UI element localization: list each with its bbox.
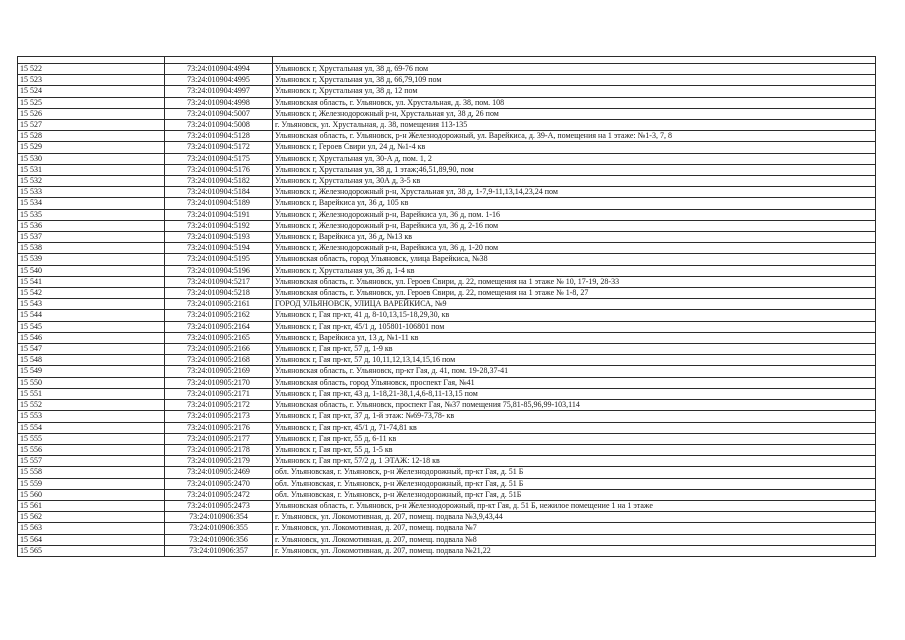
- table-row: [18, 422, 876, 433]
- record-number-cell: 15 557: [18, 456, 165, 467]
- cadastral-number-cell: 73:24:010904:5218: [165, 288, 273, 299]
- table-row: [18, 254, 876, 265]
- address-cell: Ульяновск г, Железнодорожный р-н, Варейкиса ул, 36 д, пом. 1-16: [273, 209, 876, 220]
- cadastral-number-cell: [165, 57, 273, 64]
- address-cell: обл. Ульяновская, г. Ульяновск, р-н Железнодорожный, пр-кт Гая, д. 51 Б: [273, 467, 876, 478]
- record-number-cell: 15 535: [18, 209, 165, 220]
- address-cell: Ульяновск г, Хрустальная ул, 38 д, 12 пом: [273, 86, 876, 97]
- record-number-cell: 15 541: [18, 276, 165, 287]
- records-table: [17, 56, 876, 557]
- record-number-cell: 15 559: [18, 478, 165, 489]
- cadastral-number-cell: 73:24:010904:5172: [165, 142, 273, 153]
- address-cell: Ульяновск г, Гая пр-кт, 57 д, 10,11,12,13,14,15,16 пом: [273, 355, 876, 366]
- address-cell: Ульяновск г, Гая пр-кт, 41 д, 8-10,13,15-18,29,30, кв: [273, 310, 876, 321]
- record-number-cell: 15 522: [18, 64, 165, 75]
- address-cell: Ульяновская область, г. Ульяновск, ул. Героев Свири, д. 22, помещения на 1 этаже № 1-8, 27: [273, 288, 876, 299]
- address-cell: г. Ульяновск, ул. Локомотивная, д. 207, помещ. подвала №8: [273, 534, 876, 545]
- record-number-cell: 15 523: [18, 75, 165, 86]
- record-number-cell: 15 526: [18, 108, 165, 119]
- table-row: [18, 478, 876, 489]
- cadastral-number-cell: 73:24:010904:5184: [165, 187, 273, 198]
- record-number-cell: 15 540: [18, 265, 165, 276]
- cadastral-number-cell: 73:24:010904:4995: [165, 75, 273, 86]
- address-cell: Ульяновск г, Хрустальная ул, 30-А д, пом. 1, 2: [273, 153, 876, 164]
- record-number-cell: 15 534: [18, 198, 165, 209]
- cadastral-number-cell: 73:24:010905:2178: [165, 444, 273, 455]
- cadastral-number-cell: 73:24:010905:2472: [165, 489, 273, 500]
- table-row: [18, 377, 876, 388]
- table-row: [18, 489, 876, 500]
- cadastral-number-cell: 73:24:010905:2165: [165, 332, 273, 343]
- record-number-cell: 15 530: [18, 153, 165, 164]
- address-cell: Ульяновск г, Железнодорожный р-н, Хрустальная ул, 38 д, 1-7,9-11,13,14,23,24 пом: [273, 187, 876, 198]
- record-number-cell: 15 528: [18, 131, 165, 142]
- address-cell: Ульяновск г, Хрустальная ул, 30А д, 3-5 кв: [273, 176, 876, 187]
- record-number-cell: 15 538: [18, 243, 165, 254]
- record-number-cell: 15 553: [18, 411, 165, 422]
- record-number-cell: 15 558: [18, 467, 165, 478]
- record-number-cell: 15 564: [18, 534, 165, 545]
- address-cell: Ульяновск г, Хрустальная ул, 38 д, 69-76 пом: [273, 64, 876, 75]
- table-row: [18, 276, 876, 287]
- address-cell: г. Ульяновск, ул. Локомотивная, д. 207, помещ. подвала №21,22: [273, 545, 876, 556]
- table-row: [18, 411, 876, 422]
- record-number-cell: 15 556: [18, 444, 165, 455]
- cadastral-number-cell: 73:24:010906:355: [165, 523, 273, 534]
- record-number-cell: 15 539: [18, 254, 165, 265]
- address-cell: Ульяновская область, город Ульяновск, проспект Гая, №41: [273, 377, 876, 388]
- cadastral-number-cell: 73:24:010905:2166: [165, 344, 273, 355]
- cadastral-number-cell: 73:24:010904:5195: [165, 254, 273, 265]
- cadastral-number-cell: 73:24:010905:2470: [165, 478, 273, 489]
- table-row: [18, 512, 876, 523]
- cadastral-number-cell: 73:24:010904:5194: [165, 243, 273, 254]
- cadastral-number-cell: 73:24:010904:5175: [165, 153, 273, 164]
- record-number-cell: 15 548: [18, 355, 165, 366]
- address-cell: Ульяновск г, Варейкиса ул, 13 д, №1-11 кв: [273, 332, 876, 343]
- table-row: [18, 232, 876, 243]
- table-row: [18, 57, 876, 64]
- address-cell: обл. Ульяновская, г. Ульяновск, р-н Железнодорожный, пр-кт Гая, д. 51Б: [273, 489, 876, 500]
- table-row: [18, 209, 876, 220]
- record-number-cell: 15 531: [18, 164, 165, 175]
- address-cell: Ульяновск г, Хрустальная ул, 38 д, 1 этаж;46,51,89,90, пом: [273, 164, 876, 175]
- cadastral-number-cell: 73:24:010904:5189: [165, 198, 273, 209]
- cadastral-number-cell: 73:24:010905:2169: [165, 366, 273, 377]
- address-cell: Ульяновск г, Гая пр-кт, 55 д, 6-11 кв: [273, 433, 876, 444]
- table-row: [18, 321, 876, 332]
- table-row: [18, 176, 876, 187]
- address-cell: г. Ульяновск, ул. Локомотивная, д. 207, помещ. подвала №7: [273, 523, 876, 534]
- table-row: [18, 310, 876, 321]
- table-row: [18, 467, 876, 478]
- cadastral-number-cell: 73:24:010904:5191: [165, 209, 273, 220]
- record-number-cell: 15 549: [18, 366, 165, 377]
- cadastral-number-cell: 73:24:010905:2170: [165, 377, 273, 388]
- table-row: [18, 75, 876, 86]
- cadastral-number-cell: 73:24:010905:2469: [165, 467, 273, 478]
- table-row: [18, 131, 876, 142]
- address-cell: г. Ульяновск, ул. Хрустальная, д. 38, помещения 113-135: [273, 120, 876, 131]
- cadastral-number-cell: 73:24:010905:2173: [165, 411, 273, 422]
- record-number-cell: 15 563: [18, 523, 165, 534]
- table-row: [18, 120, 876, 131]
- cadastral-number-cell: 73:24:010905:2473: [165, 500, 273, 511]
- cadastral-number-cell: 73:24:010904:5128: [165, 131, 273, 142]
- table-row: [18, 142, 876, 153]
- cadastral-number-cell: 73:24:010904:5217: [165, 276, 273, 287]
- address-cell: Ульяновская область, г. Ульяновск, р-н Железнодорожный, ул. Варейкиса, д. 39-А, помещения на 1 этаже: №1-3, 7, 8: [273, 131, 876, 142]
- address-cell: Ульяновск г, Гая пр-кт, 57/2 д, 1 ЭТАЖ: 12-18 кв: [273, 456, 876, 467]
- record-number-cell: 15 546: [18, 332, 165, 343]
- cadastral-number-cell: 73:24:010905:2161: [165, 299, 273, 310]
- record-number-cell: 15 552: [18, 400, 165, 411]
- table-row: [18, 299, 876, 310]
- table-row: [18, 108, 876, 119]
- table-row: [18, 523, 876, 534]
- address-cell: Ульяновск г, Гая пр-кт, 45/1 д, 105801-106801 пом: [273, 321, 876, 332]
- cadastral-number-cell: 73:24:010904:4998: [165, 97, 273, 108]
- address-cell: Ульяновск г, Железнодорожный р-н, Хрустальная ул, 38 д, 26 пом: [273, 108, 876, 119]
- record-number-cell: 15 529: [18, 142, 165, 153]
- table-row: [18, 355, 876, 366]
- table-row: [18, 288, 876, 299]
- record-number-cell: 15 560: [18, 489, 165, 500]
- cadastral-number-cell: 73:24:010905:2162: [165, 310, 273, 321]
- table-row: [18, 456, 876, 467]
- cadastral-number-cell: 73:24:010905:2164: [165, 321, 273, 332]
- record-number-cell: [18, 57, 165, 64]
- record-number-cell: 15 547: [18, 344, 165, 355]
- record-number-cell: 15 525: [18, 97, 165, 108]
- cadastral-number-cell: 73:24:010905:2171: [165, 388, 273, 399]
- table-row: [18, 444, 876, 455]
- table-row: [18, 153, 876, 164]
- address-cell: Ульяновск г, Железнодорожный р-н, Варейкиса ул, 36 д, 1-20 пом: [273, 243, 876, 254]
- record-number-cell: 15 543: [18, 299, 165, 310]
- address-cell: Ульяновск г, Варейкиса ул, 36 д, 105 кв: [273, 198, 876, 209]
- cadastral-number-cell: 73:24:010906:357: [165, 545, 273, 556]
- record-number-cell: 15 555: [18, 433, 165, 444]
- table-row: [18, 220, 876, 231]
- record-number-cell: 15 527: [18, 120, 165, 131]
- record-number-cell: 15 554: [18, 422, 165, 433]
- cadastral-number-cell: 73:24:010904:5176: [165, 164, 273, 175]
- address-cell: [273, 57, 876, 64]
- cadastral-number-cell: 73:24:010904:4997: [165, 86, 273, 97]
- address-cell: ГОРОД УЛЬЯНОВСК, УЛИЦА ВАРЕЙКИСА, №9: [273, 299, 876, 310]
- record-number-cell: 15 532: [18, 176, 165, 187]
- cadastral-number-cell: 73:24:010904:5182: [165, 176, 273, 187]
- table-row: [18, 545, 876, 556]
- record-number-cell: 15 562: [18, 512, 165, 523]
- address-cell: Ульяновск г, Хрустальная ул, 38 д, 66,79,109 пом: [273, 75, 876, 86]
- address-cell: Ульяновск г, Героев Свири ул, 24 д, №1-4 кв: [273, 142, 876, 153]
- record-number-cell: 15 536: [18, 220, 165, 231]
- cadastral-number-cell: 73:24:010904:5008: [165, 120, 273, 131]
- address-cell: обл. Ульяновская, г. Ульяновск, р-н Железнодорожный, пр-кт Гая, д. 51 Б: [273, 478, 876, 489]
- cadastral-number-cell: 73:24:010906:354: [165, 512, 273, 523]
- table-row: [18, 187, 876, 198]
- table-row: [18, 344, 876, 355]
- table-row: [18, 86, 876, 97]
- cadastral-number-cell: 73:24:010904:5193: [165, 232, 273, 243]
- cadastral-number-cell: 73:24:010904:5196: [165, 265, 273, 276]
- address-cell: Ульяновск г, Гая пр-кт, 45/1 д, 71-74,81 кв: [273, 422, 876, 433]
- table-row: [18, 243, 876, 254]
- address-cell: Ульяновск г, Гая пр-кт, 37 д, 1-й этаж: №69-73,78- кв: [273, 411, 876, 422]
- cadastral-number-cell: 73:24:010904:5007: [165, 108, 273, 119]
- cadastral-number-cell: 73:24:010905:2179: [165, 456, 273, 467]
- table-row: [18, 164, 876, 175]
- table-row: [18, 433, 876, 444]
- table-row: [18, 332, 876, 343]
- table-row: [18, 64, 876, 75]
- table-row: [18, 400, 876, 411]
- address-cell: г. Ульяновск, ул. Локомотивная, д. 207, помещ. подвала №3,9,43,44: [273, 512, 876, 523]
- address-cell: Ульяновск г, Гая пр-кт, 43 д, 1-18,21-38,1,4,6-8,11-13,15 пом: [273, 388, 876, 399]
- cadastral-number-cell: 73:24:010904:5192: [165, 220, 273, 231]
- record-number-cell: 15 565: [18, 545, 165, 556]
- record-number-cell: 15 545: [18, 321, 165, 332]
- table-row: [18, 265, 876, 276]
- address-cell: Ульяновская область, г. Ульяновск, проспект Гая, №37 помещения 75,81-85,96,99-103,114: [273, 400, 876, 411]
- address-cell: Ульяновск г, Гая пр-кт, 55 д, 1-5 кв: [273, 444, 876, 455]
- address-cell: Ульяновская область, г. Ульяновск, ул. Хрустальная, д. 38, пом. 108: [273, 97, 876, 108]
- table-row: [18, 366, 876, 377]
- address-cell: Ульяновская область, г. Ульяновск, ул. Героев Свири, д. 22, помещения на 1 этаже № 10, 17-19, 28-33: [273, 276, 876, 287]
- record-number-cell: 15 550: [18, 377, 165, 388]
- address-cell: Ульяновская область, г. Ульяновск, пр-кт Гая, д. 41, пом. 19-28,37-41: [273, 366, 876, 377]
- table-row: [18, 534, 876, 545]
- record-number-cell: 15 542: [18, 288, 165, 299]
- table-row: [18, 198, 876, 209]
- record-number-cell: 15 524: [18, 86, 165, 97]
- table-row: [18, 388, 876, 399]
- cadastral-number-cell: 73:24:010905:2172: [165, 400, 273, 411]
- address-cell: Ульяновск г, Хрустальная ул, 36 д, 1-4 кв: [273, 265, 876, 276]
- table-row: [18, 97, 876, 108]
- address-cell: Ульяновск г, Варейкиса ул, 36 д, №13 кв: [273, 232, 876, 243]
- record-number-cell: 15 551: [18, 388, 165, 399]
- cadastral-number-cell: 73:24:010904:4994: [165, 64, 273, 75]
- cadastral-number-cell: 73:24:010905:2176: [165, 422, 273, 433]
- address-cell: Ульяновская область, г. Ульяновск, р-н Железнодорожный, пр-кт Гая, д. 51 Б, нежилое помещение 1 на 1 этаже: [273, 500, 876, 511]
- cadastral-number-cell: 73:24:010905:2168: [165, 355, 273, 366]
- records-table-body: [18, 57, 876, 557]
- record-number-cell: 15 533: [18, 187, 165, 198]
- record-number-cell: 15 544: [18, 310, 165, 321]
- cadastral-number-cell: 73:24:010906:356: [165, 534, 273, 545]
- cadastral-number-cell: 73:24:010905:2177: [165, 433, 273, 444]
- address-cell: Ульяновск г, Железнодорожный р-н, Варейкиса ул, 36 д, 2-16 пом: [273, 220, 876, 231]
- record-number-cell: 15 537: [18, 232, 165, 243]
- address-cell: Ульяновск г, Гая пр-кт, 57 д, 1-9 кв: [273, 344, 876, 355]
- address-cell: Ульяновская область, город Ульяновск, улица Варейкиса, №38: [273, 254, 876, 265]
- table-row: [18, 500, 876, 511]
- record-number-cell: 15 561: [18, 500, 165, 511]
